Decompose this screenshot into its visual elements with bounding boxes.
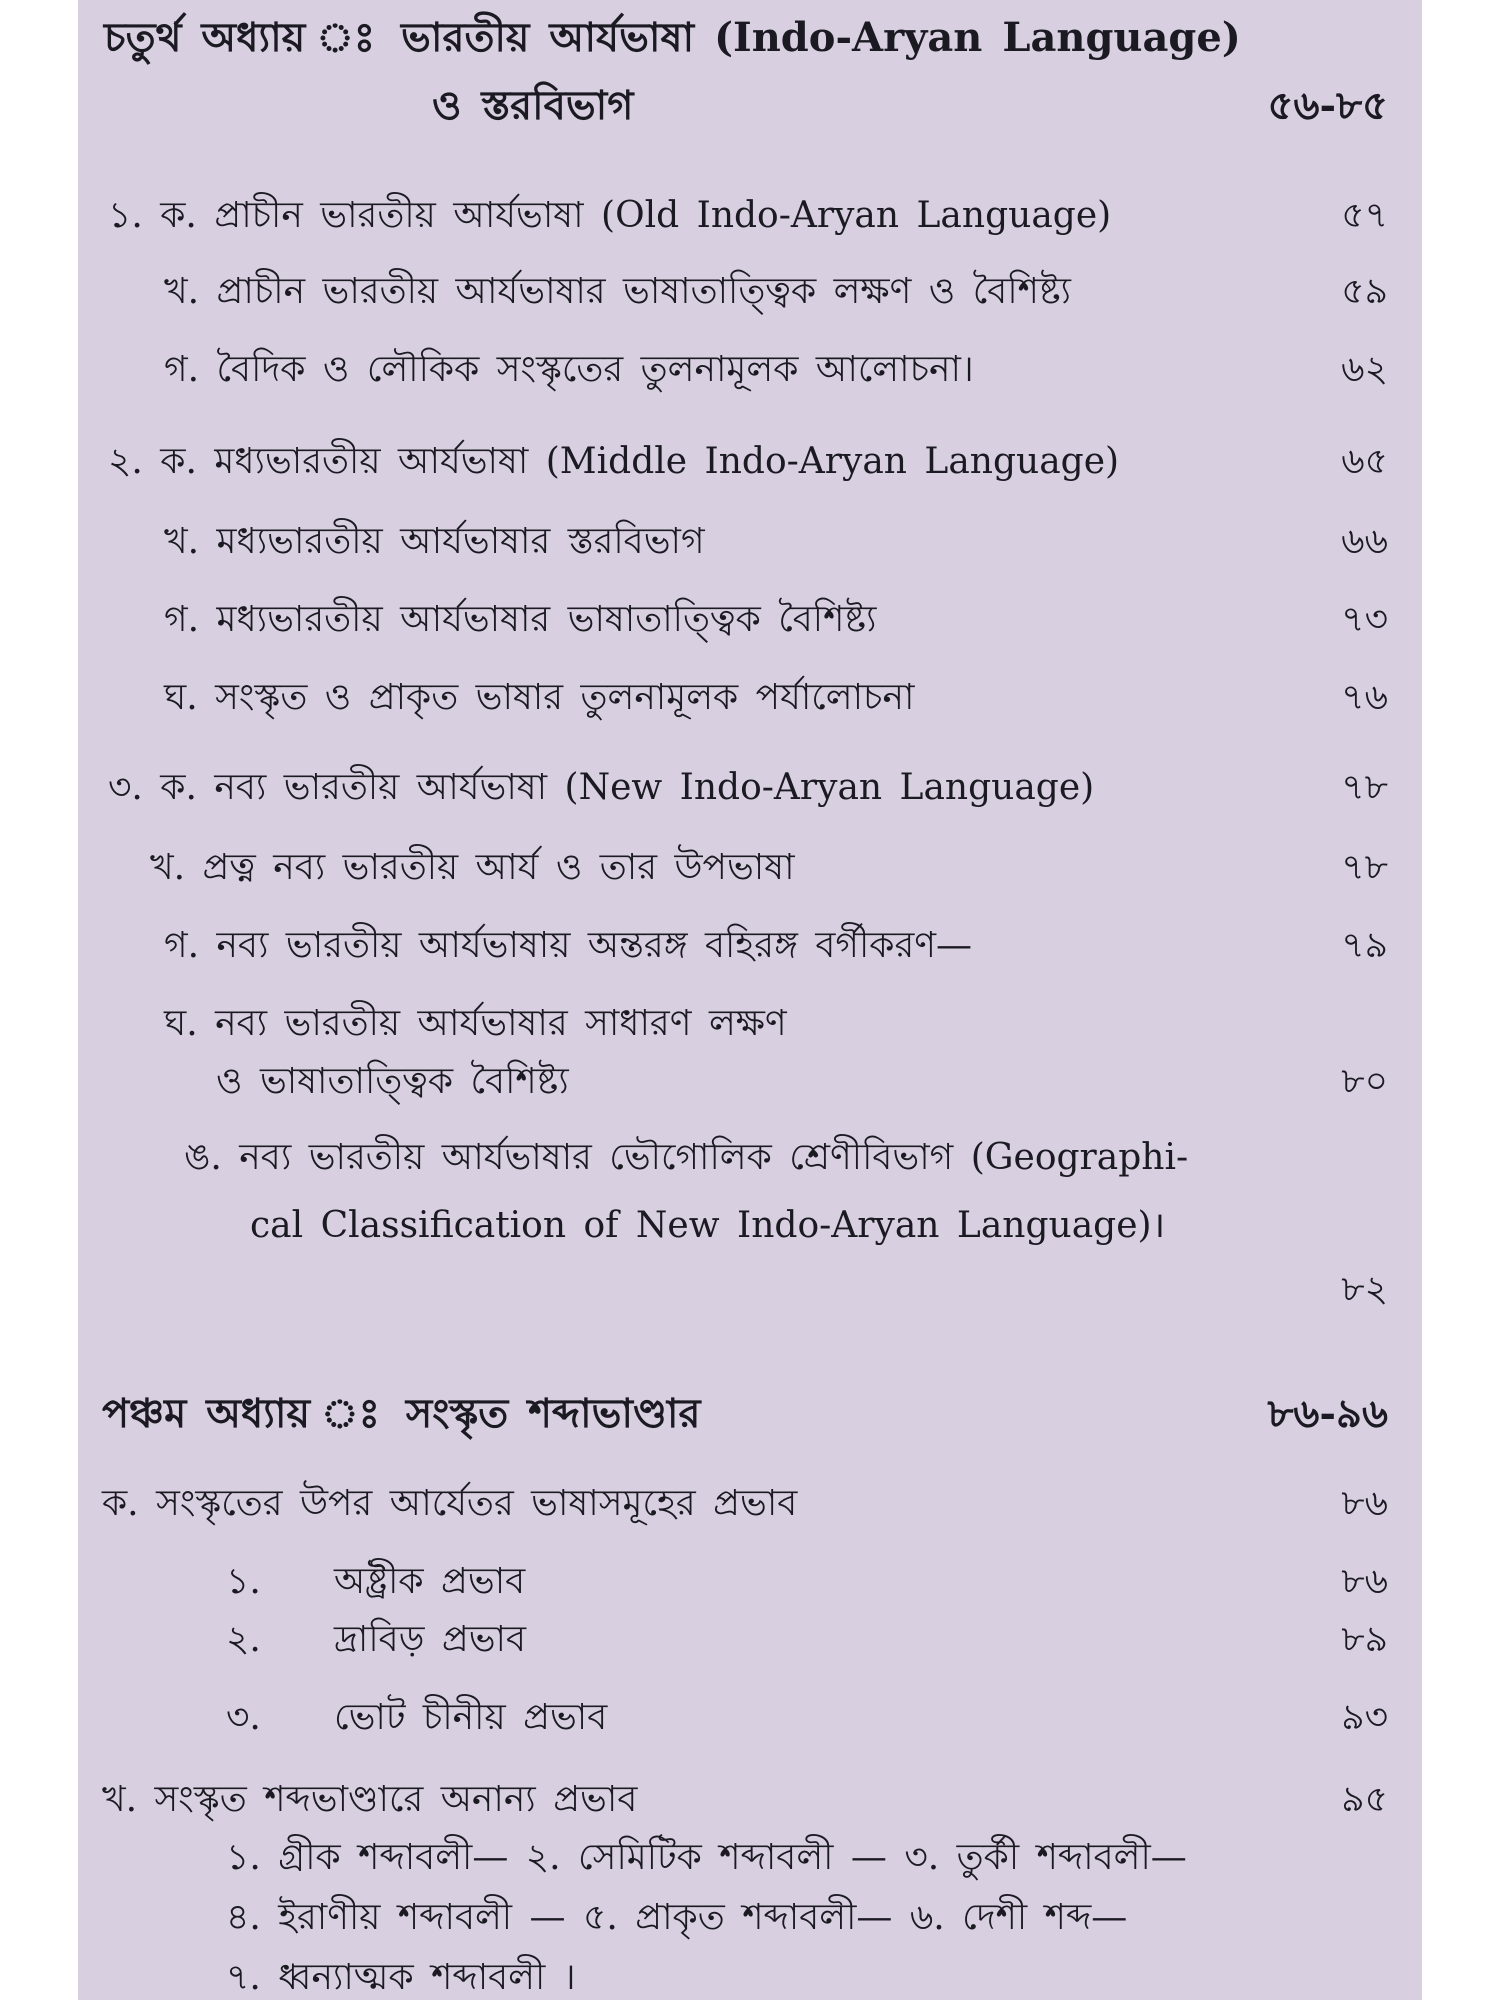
toc-entry-text: খ. মধ্যভারতীয় আর্যভাষার স্তরবিভাগ <box>164 521 705 562</box>
word-list-text: ১. গ্রীক শব্দাবলী— ২. সেমিটিক শব্দাবলী — ৩. তুর্কী শব্দাবলী— <box>226 1837 1187 1878</box>
toc-sub-entry-number: ৩. <box>226 1697 261 1738</box>
toc-entry-page: ৬২ <box>1341 349 1388 390</box>
toc-sub-entry-text: অষ্ট্রীক প্রভাব <box>334 1561 526 1602</box>
chapter5-page-range: ৮৬-৯৬ <box>1267 1390 1388 1437</box>
toc-entry-text: গ. নব্য ভারতীয় আর্যভাষায় অন্তরঙ্গ বহিরঙ্গ বর্গীকরণ— <box>164 925 973 966</box>
toc-entry-page: ৫৯ <box>1341 271 1388 312</box>
book-page <box>78 0 1422 2000</box>
toc-entry-text: খ. প্রাচীন ভারতীয় আর্যভাষার ভাষাতাত্ত্বিক লক্ষণ ও বৈশিষ্ট্য <box>164 271 1071 312</box>
toc-entry-page: ৮০ <box>1341 1061 1388 1102</box>
toc-entry-page: ৮৬ <box>1341 1561 1388 1602</box>
word-list-text: ৪. ইরাণীয় শব্দাবলী — ৫. প্রাকৃত শব্দাবলী— ৬. দেশী শব্দ— <box>226 1897 1128 1938</box>
toc-entry-page: ৭৮ <box>1341 767 1388 808</box>
toc-entry-text: ৩. ক. নব্য ভারতীয় আর্যভাষা (New Indo-Aryan Language) <box>108 767 1095 808</box>
toc-sub-entry-number: ১. <box>226 1561 261 1602</box>
toc-entry-text: ও ভাষাতাত্ত্বিক বৈশিষ্ট্য <box>216 1061 569 1102</box>
toc-entry-text: ২. ক. মধ্যভারতীয় আর্যভাষা (Middle Indo-Aryan Language) <box>108 441 1120 482</box>
word-list-text: ৭. ধ্বন্যাত্মক শব্দাবলী । <box>226 1957 576 1998</box>
toc-entry-text: গ. বৈদিক ও লৌকিক সংস্কৃতের তুলনামূলক আলোচনা। <box>164 349 974 390</box>
toc-entry-page: ৮২ <box>1341 1269 1388 1310</box>
toc-sub-entry-number: ২. <box>226 1619 261 1660</box>
toc-entry-text: ঘ. নব্য ভারতীয় আর্যভাষার সাধারণ লক্ষণ <box>164 1003 787 1044</box>
toc-entry-page: ৭৬ <box>1341 677 1388 718</box>
toc-entry-page: ৮৯ <box>1341 1619 1388 1660</box>
chapter4-page-range: ৫৬-৮৫ <box>1267 82 1388 129</box>
toc-entry-text: ঘ. সংস্কৃত ও প্রাকৃত ভাষার তুলনামূলক পর্যালোচনা <box>164 677 915 718</box>
chapter5-title: পঞ্চম অধ্যায় ঃ সংস্কৃত শব্দাভাণ্ডার <box>102 1390 701 1437</box>
toc-entry-page: ৬৬ <box>1341 521 1388 562</box>
toc-entry-page: ৯৩ <box>1341 1697 1388 1738</box>
toc-entry-page: ৮৬ <box>1341 1483 1388 1524</box>
toc-entry-page: ৯৫ <box>1341 1779 1388 1820</box>
chapter4-title: চতুর্থ অধ্যায় ঃ ভারতীয় আর্যভাষা (Indo-Aryan Language) <box>104 14 1241 61</box>
toc-entry-text: খ. সংস্কৃত শব্দভাণ্ডারে অনান্য প্রভাব <box>102 1779 638 1820</box>
toc-sub-entry-text: দ্রাবিড় প্রভাব <box>334 1619 527 1660</box>
toc-sub-entry-text: ভোট চীনীয় প্রভাব <box>334 1697 608 1738</box>
toc-entry-text: cal Classification of New Indo-Aryan Language)। <box>250 1205 1166 1246</box>
toc-entry-page: ৭৮ <box>1341 847 1388 888</box>
toc-entry-text: ১. ক. প্রাচীন ভারতীয় আর্যভাষা (Old Indo-Aryan Language) <box>108 195 1112 236</box>
toc-entry-page: ৭৩ <box>1341 599 1388 640</box>
toc-entry-page: ৫৭ <box>1341 195 1388 236</box>
toc-entry-text: গ. মধ্যভারতীয় আর্যভাষার ভাষাতাত্ত্বিক বৈশিষ্ট্য <box>164 599 877 640</box>
chapter4-subtitle: ও স্তরবিভাগ <box>432 82 634 129</box>
toc-entry-page: ৭৯ <box>1341 925 1388 966</box>
toc-entry-text: ক. সংস্কৃতের উপর আর্যেতর ভাষাসমূহের প্রভাব <box>102 1483 798 1524</box>
toc-entry-text: খ. প্রত্ন নব্য ভারতীয় আর্য ও তার উপভাষা <box>150 847 795 888</box>
toc-entry-text: ঙ. নব্য ভারতীয় আর্যভাষার ভৌগোলিক শ্রেণীবিভাগ (Geographi- <box>184 1137 1189 1178</box>
toc-entry-page: ৬৫ <box>1341 441 1388 482</box>
